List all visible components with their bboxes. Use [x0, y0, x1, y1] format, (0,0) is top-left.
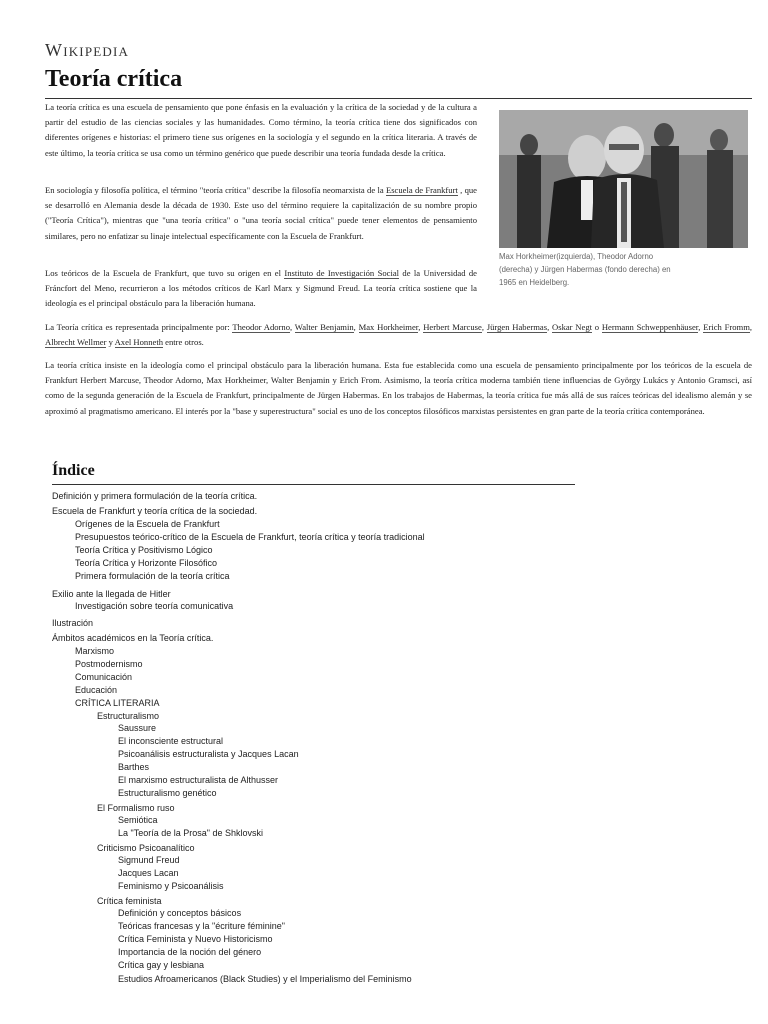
- toc-item[interactable]: Escuela de Frankfurt y teoría crítica de la sociedad.: [52, 506, 258, 516]
- separator: entre otros.: [163, 337, 204, 348]
- photo-illustration: [499, 110, 748, 248]
- intro-paragraph-text: La teoría crítica es una escuela de pensamiento que pone énfasis en la evaluación y la crítica de la sociedad y de la cultura a partir del estudio de las ciencias sociales y las humanidades. Como término, la teoría crítica tiene dos significados con diferentes orígenes e historias: el primero tiene sus orígenes en la sociología y el segundo en la crítica literaria. A través de este último, la teoría crítica se usa como un término genérico que puede describir una teoría fundada desde la crítica.: [45, 102, 477, 158]
- toc-item[interactable]: La "Teoría de la Prosa" de Shklovski: [118, 828, 263, 838]
- author-link[interactable]: Herbert Marcuse: [423, 322, 482, 332]
- ideology-paragraph-text: La teoría crítica insiste en la ideología como el principal obstáculo para la liberación humana. Esta fue establecida como una escuela de pensamiento principalmente por los teóricos de la escuela de Frankfurt Herbert Marcuse, Theodor Adorno, Max Horkheimer, Walter Benjamin y Erich From. Asimismo, la teoría crítica moderna también tiene influencias de György Lukács y Antonio Gramsci, así como de la segunda generación de la Escuela de Frankfurt, principalmente de Jürgen Habermas. En los trabajos de Habermas, la teoría crítica fue más allá de sus raíces teóricas del idealismo alemán y se aproximó al pragmatismo americano. El interés por la "base y superestructura" social es uno de los conceptos filosóficos marxistas persistentes en gran parte de la teoría crítica contemporánea.: [45, 360, 752, 416]
- toc-item[interactable]: Ilustración: [52, 618, 94, 628]
- frankfurt-school-link[interactable]: Escuela de Frankfurt: [385, 185, 458, 195]
- toc-item[interactable]: Estructuralismo genético: [118, 788, 217, 798]
- intro-paragraph: [45, 100, 477, 161]
- separator: ,: [418, 322, 424, 332]
- toc-item[interactable]: Educación: [75, 685, 118, 695]
- caption-line: 1965 en Heidelberg.: [499, 278, 570, 287]
- toc-item[interactable]: Saussure: [118, 723, 157, 733]
- toc-item[interactable]: Definición y conceptos básicos: [118, 908, 242, 918]
- toc-item[interactable]: Barthes: [118, 762, 150, 772]
- toc-item[interactable]: Criticismo Psicoanalítico: [97, 843, 195, 853]
- toc-item[interactable]: El marxismo estructuralista de Althusser: [118, 775, 279, 785]
- toc-item[interactable]: Primera formulación de la teoría crítica: [75, 571, 230, 581]
- toc-item[interactable]: Definición y primera formulación de la teoría crítica.: [52, 491, 258, 501]
- representatives-lead: La Teoría crítica es representada principalmente por:: [45, 322, 233, 332]
- heidelberg-photo[interactable]: [499, 110, 748, 248]
- separator: ,: [698, 322, 704, 332]
- toc-item[interactable]: Feminismo y Psicoanálisis: [118, 881, 224, 891]
- toc-item[interactable]: Crítica gay y lesbiana: [118, 960, 205, 970]
- separator: ,: [481, 322, 487, 332]
- separator: y: [106, 337, 115, 348]
- ideology-paragraph: [45, 358, 752, 419]
- toc-item[interactable]: Importancia de la noción del género: [118, 947, 262, 957]
- toc-item[interactable]: Presupuestos teórico-crítico de la Escuela de Frankfurt, teoría crítica y teoría tradicional: [75, 532, 425, 542]
- toc-item[interactable]: Teoría Crítica y Positivismo Lógico: [75, 545, 213, 555]
- toc-item[interactable]: El Formalismo ruso: [97, 803, 175, 813]
- photo-caption: [499, 250, 748, 289]
- theorists-text-start: Los teóricos de la Escuela de Frankfurt, que tuvo su origen en el: [45, 268, 285, 278]
- author-link[interactable]: Oskar Negt: [552, 322, 593, 332]
- toc-item[interactable]: Postmodernismo: [75, 659, 143, 669]
- separator: o: [592, 322, 602, 332]
- sociology-paragraph: [45, 183, 477, 244]
- toc-item[interactable]: Crítica feminista: [97, 896, 162, 906]
- caption-line: Max Horkheimer(izquierda), Theodor Adorno: [499, 252, 654, 261]
- toc-item[interactable]: Sigmund Freud: [118, 855, 180, 865]
- separator: ,: [547, 322, 553, 332]
- toc-item[interactable]: El inconsciente estructural: [118, 736, 224, 746]
- author-link[interactable]: Jürgen Habermas: [486, 322, 548, 332]
- author-link[interactable]: Erich Fromm: [703, 322, 750, 332]
- toc-item[interactable]: Exilio ante la llegada de Hitler: [52, 589, 171, 599]
- wikipedia-wordmark[interactable]: Wikipedia: [45, 40, 130, 60]
- toc-item[interactable]: Marxismo: [75, 646, 115, 656]
- author-link[interactable]: Theodor Adorno: [232, 322, 291, 332]
- separator: ,: [749, 322, 753, 332]
- separator: ,: [353, 322, 359, 332]
- toc-item[interactable]: CRÍTICA LITERARIA: [75, 698, 160, 708]
- social-research-institute-link[interactable]: Instituto de Investigación Social: [284, 268, 400, 278]
- toc-item[interactable]: Orígenes de la Escuela de Frankfurt: [75, 519, 220, 529]
- toc-item[interactable]: Crítica Feminista y Nuevo Historicismo: [118, 934, 273, 944]
- toc-item[interactable]: Investigación sobre teoría comunicativa: [75, 601, 234, 611]
- author-link[interactable]: Walter Benjamin: [294, 322, 354, 332]
- author-link[interactable]: Axel Honneth: [114, 337, 164, 348]
- title-divider: [45, 98, 752, 99]
- author-link[interactable]: Albrecht Wellmer: [45, 337, 107, 348]
- photo-figure: [499, 110, 748, 289]
- toc-item[interactable]: Psicoanálisis estructuralista y Jacques Lacan: [118, 749, 299, 759]
- toc-item[interactable]: Semiótica: [118, 815, 158, 825]
- theorists-paragraph: [45, 266, 477, 312]
- toc-item[interactable]: Estudios Afroamericanos (Black Studies) y el Imperialismo del Feminismo: [118, 974, 412, 984]
- toc-title: Índice: [52, 462, 95, 479]
- toc-item[interactable]: Teóricas francesas y la "écriture féminine": [118, 921, 285, 931]
- toc-divider: [52, 484, 575, 485]
- toc-item[interactable]: Estructuralismo: [97, 711, 160, 721]
- sociology-text-start: En sociología y filosofía política, el término "teoría crítica" describe la filosofía neomarxista de la: [45, 185, 386, 195]
- caption-line: (derecha) y Jürgen Habermas (fondo derecha) en: [499, 265, 671, 274]
- author-link[interactable]: Hermann Schweppenhäuser: [601, 322, 699, 332]
- toc-item[interactable]: Jacques Lacan: [118, 868, 179, 878]
- page-title: Teoría crítica: [45, 66, 183, 92]
- sociology-text-end: , que se desarrolló en Alemania desde la década de 1930. Este uso del término requiere la capitalización de su nombre propio ("Teoría Crítica"), mientras que "una teoría crítica" o "una teoría social crítica" puede tener elementos de pensamiento similares, pero no enfatizar su linaje intelectual específicamente con la Escuela de Frankfurt.: [45, 185, 477, 241]
- toc-item[interactable]: Teoría Crítica y Horizonte Filosófico: [75, 558, 218, 568]
- theorists-text-end: de la Universidad de Fráncfort del Meno, recurrieron a los métodos críticos de Karl Marx y Sigmund Freud. La teoría crítica sostiene que la ideología es el principal obstáculo para la liberación humana.: [45, 268, 477, 309]
- representatives-paragraph: [45, 320, 752, 350]
- author-link[interactable]: Max Horkheimer: [358, 322, 419, 332]
- separator: ,: [290, 322, 295, 332]
- toc-item[interactable]: Comunicación: [75, 672, 133, 682]
- toc-item[interactable]: Ámbitos académicos en la Teoría crítica.: [52, 633, 214, 643]
